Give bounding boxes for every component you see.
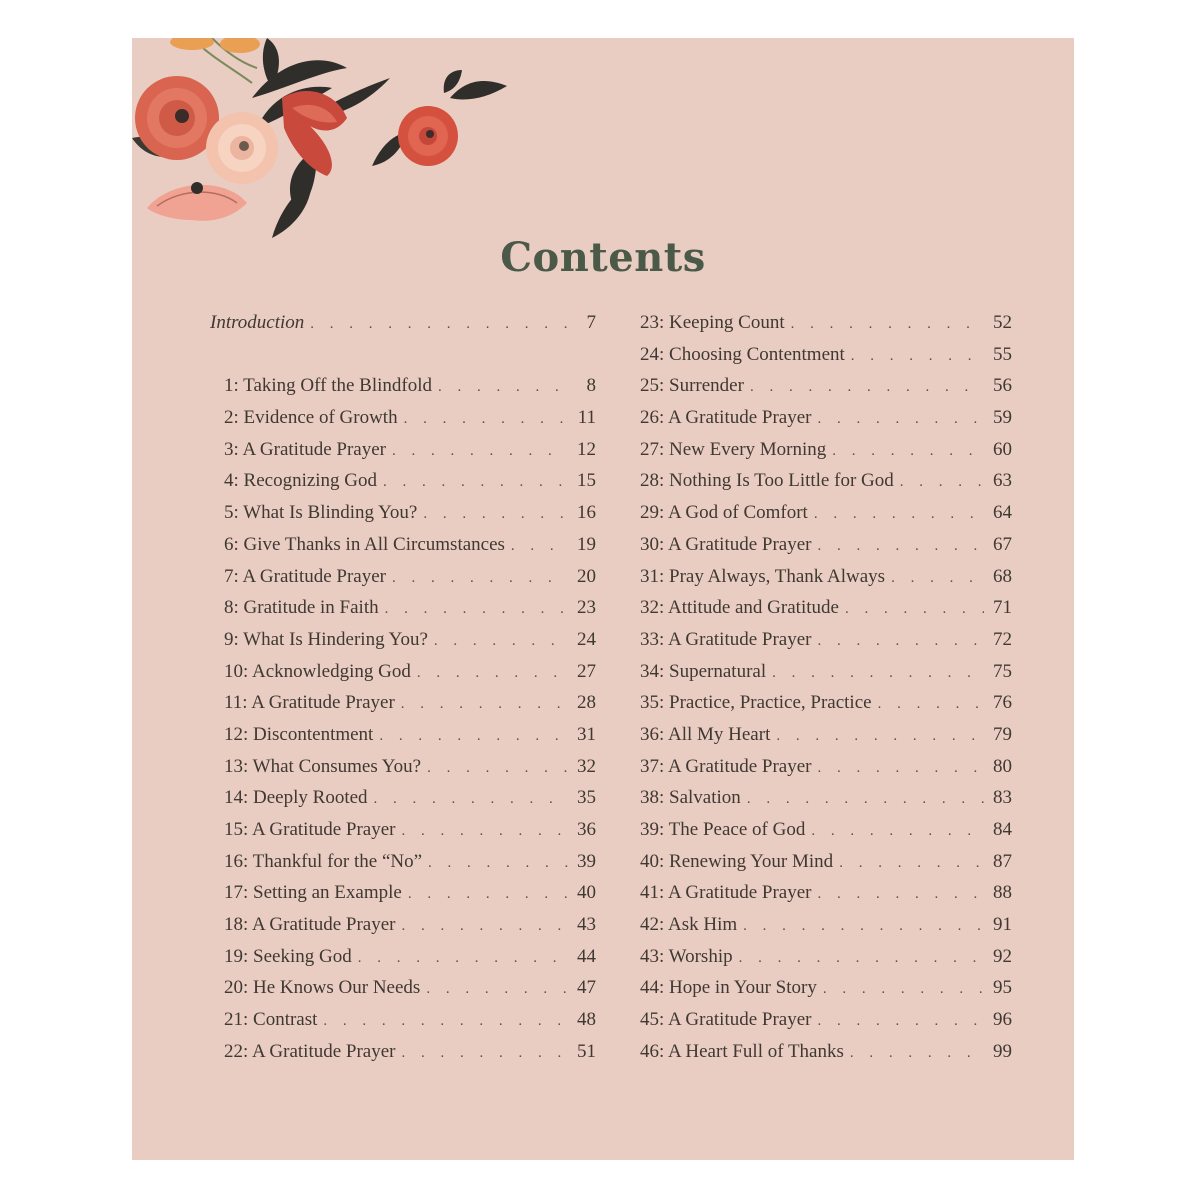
dot-leader <box>739 943 984 975</box>
toc-entry-page: 15 <box>577 470 596 492</box>
dot-leader <box>750 372 984 404</box>
dot-leader <box>814 499 984 531</box>
dot-leader <box>417 658 568 690</box>
contents-left-column <box>210 307 596 1068</box>
toc-entry[interactable] <box>224 782 596 814</box>
toc-entry[interactable] <box>224 465 596 497</box>
toc-entry-label: 43: Worship <box>640 945 733 967</box>
toc-entry-page: 12 <box>577 438 596 460</box>
dot-leader <box>811 816 984 848</box>
toc-entry-page: 80 <box>993 755 1012 777</box>
toc-entry[interactable] <box>640 402 1012 434</box>
toc-entry-page: 83 <box>993 787 1012 809</box>
toc-entry[interactable] <box>640 497 1012 529</box>
toc-entry[interactable] <box>640 656 1012 688</box>
toc-entry-page: 56 <box>993 375 1012 397</box>
toc-entry-label: 11: A Gratitude Prayer <box>224 692 395 714</box>
dot-leader <box>818 626 985 658</box>
dot-leader <box>743 911 984 943</box>
toc-entry[interactable] <box>640 592 1012 624</box>
toc-entry-label: 4: Recognizing God <box>224 470 378 492</box>
dot-leader <box>392 563 568 595</box>
toc-entry-page: 27 <box>577 660 596 682</box>
toc-entry-label: 36: All My Heart <box>640 723 771 745</box>
dot-leader <box>878 689 984 721</box>
toc-entry-page: 63 <box>993 470 1012 492</box>
toc-list-left <box>224 370 596 1067</box>
toc-entry-page: 51 <box>577 1040 596 1062</box>
toc-entry-page: 48 <box>577 1009 596 1031</box>
dot-leader <box>850 1038 984 1070</box>
dot-leader <box>832 436 984 468</box>
toc-entry-label: 25: Surrender <box>640 375 744 397</box>
dot-leader <box>374 784 568 816</box>
toc-entry-label: 14: Deeply Rooted <box>224 787 368 809</box>
contents-right-column <box>640 307 1012 1068</box>
toc-entry-label: 13: What Consumes You? <box>224 755 422 777</box>
toc-entry[interactable] <box>640 972 1012 1004</box>
toc-entry[interactable] <box>224 561 596 593</box>
toc-entry-label: 10: Acknowledging God <box>224 660 411 682</box>
toc-entry-page: 72 <box>993 628 1012 650</box>
toc-entry-page: 60 <box>993 438 1012 460</box>
dot-leader <box>408 879 568 911</box>
dot-leader <box>823 974 984 1006</box>
toc-entry[interactable] <box>640 434 1012 466</box>
toc-entry[interactable] <box>640 339 1012 371</box>
dot-leader <box>818 404 985 436</box>
toc-entry-page: 95 <box>993 977 1012 999</box>
toc-entry-label: 44: Hope in Your Story <box>640 977 817 999</box>
toc-entry-page: 8 <box>586 375 596 397</box>
toc-entry-label: 19: Seeking God <box>224 945 352 967</box>
dot-leader <box>402 1038 569 1070</box>
toc-entry-page: 99 <box>993 1040 1012 1062</box>
toc-entry[interactable] <box>224 751 596 783</box>
toc-entry[interactable] <box>640 909 1012 941</box>
page-title: Contents <box>500 234 706 281</box>
toc-entry[interactable] <box>640 814 1012 846</box>
toc-entry-page: 28 <box>577 692 596 714</box>
toc-entry[interactable] <box>224 529 596 561</box>
dot-leader <box>851 341 984 373</box>
toc-entry-page: 52 <box>993 312 1012 333</box>
toc-entry-label: 29: A God of Comfort <box>640 502 808 524</box>
toc-entry-label: 30: A Gratitude Prayer <box>640 533 812 555</box>
toc-entry-page: 71 <box>993 597 1012 619</box>
dot-leader <box>404 404 568 436</box>
toc-entry-page: 79 <box>993 723 1012 745</box>
toc-entry[interactable] <box>640 624 1012 656</box>
toc-entry-label: Introduction <box>210 312 305 333</box>
dot-leader <box>358 943 568 975</box>
toc-entry-label: 26: A Gratitude Prayer <box>640 407 812 429</box>
toc-entry-label: 27: New Every Morning <box>640 438 827 460</box>
toc-entry-label: 18: A Gratitude Prayer <box>224 914 396 936</box>
toc-entry-label: 34: Supernatural <box>640 660 767 682</box>
dot-leader <box>438 372 568 404</box>
toc-entry-page: 43 <box>577 914 596 936</box>
toc-entry-page: 23 <box>577 597 596 619</box>
dot-leader <box>891 563 984 595</box>
toc-entry-label: 7: A Gratitude Prayer <box>224 565 386 587</box>
toc-entry-label: 37: A Gratitude Prayer <box>640 755 812 777</box>
toc-entry-page: 19 <box>577 533 596 555</box>
toc-entry-page: 96 <box>993 1009 1012 1031</box>
toc-entry-label: 46: A Heart Full of Thanks <box>640 1040 844 1062</box>
toc-entry[interactable] <box>224 972 596 1004</box>
toc-entry-page: 84 <box>993 819 1012 840</box>
toc-entry-label: 31: Pray Always, Thank Always <box>640 565 886 587</box>
dot-leader <box>818 531 985 563</box>
dot-leader <box>818 879 985 911</box>
toc-entry-page: 24 <box>577 628 596 650</box>
toc-entry[interactable] <box>640 561 1012 593</box>
dot-leader <box>818 1006 985 1038</box>
toc-entry-page: 92 <box>993 945 1012 967</box>
book-page <box>132 38 1074 1160</box>
toc-entry-label: 35: Practice, Practice, Practice <box>640 692 872 714</box>
dot-leader <box>747 784 984 816</box>
toc-entry-label: 6: Give Thanks in All Circumstances <box>224 533 505 555</box>
toc-entry[interactable] <box>224 656 596 688</box>
toc-entry[interactable] <box>224 1004 596 1036</box>
floral-illustration <box>132 38 522 253</box>
toc-entry-page: 47 <box>577 977 596 999</box>
toc-entry[interactable] <box>224 370 596 402</box>
toc-entry[interactable] <box>224 909 596 941</box>
toc-entry[interactable] <box>224 434 596 466</box>
toc-entry-introduction[interactable] <box>210 307 596 339</box>
dot-leader <box>776 721 984 753</box>
toc-entry-label: 40: Renewing Your Mind <box>640 850 834 872</box>
toc-entry-label: 2: Evidence of Growth <box>224 407 398 429</box>
toc-entry-page: 68 <box>993 565 1012 587</box>
toc-entry-page: 40 <box>577 882 596 904</box>
toc-entry-label: 28: Nothing Is Too Little for God <box>640 470 894 492</box>
toc-entry-label: 8: Gratitude in Faith <box>224 597 379 619</box>
toc-entry[interactable] <box>640 877 1012 909</box>
toc-entry-label: 12: Discontentment <box>224 723 374 745</box>
toc-entry-page: 20 <box>577 565 596 587</box>
toc-entry-page: 39 <box>577 850 596 872</box>
toc-entry[interactable] <box>224 497 596 529</box>
toc-entry-label: 15: A Gratitude Prayer <box>224 819 396 840</box>
toc-entry-label: 45: A Gratitude Prayer <box>640 1009 812 1031</box>
toc-entry-label: 41: A Gratitude Prayer <box>640 882 812 904</box>
toc-entry-page: 67 <box>993 533 1012 555</box>
toc-entry[interactable] <box>640 941 1012 973</box>
toc-entry[interactable] <box>224 402 596 434</box>
toc-entry-label: 21: Contrast <box>224 1009 318 1031</box>
dot-leader <box>511 531 568 563</box>
toc-entry[interactable] <box>224 624 596 656</box>
toc-entry-page: 64 <box>993 502 1012 524</box>
toc-entry-page: 11 <box>577 407 596 429</box>
toc-entry-label: 3: A Gratitude Prayer <box>224 438 386 460</box>
toc-entry-label: 38: Salvation <box>640 787 741 809</box>
dot-leader <box>402 816 569 848</box>
toc-entry[interactable] <box>640 751 1012 783</box>
dot-leader <box>392 436 568 468</box>
toc-entry-page: 44 <box>577 945 596 967</box>
dot-leader <box>845 594 984 626</box>
dot-leader <box>791 309 984 341</box>
toc-entry[interactable] <box>224 687 596 719</box>
toc-entry-page: 36 <box>577 819 596 840</box>
toc-entry[interactable] <box>640 719 1012 751</box>
toc-entry[interactable] <box>224 846 596 878</box>
toc-entry-label: 23: Keeping Count <box>640 312 785 333</box>
toc-entry-label: 20: He Knows Our Needs <box>224 977 421 999</box>
dot-leader <box>818 753 985 785</box>
toc-entry-page: 87 <box>993 850 1012 872</box>
dot-leader <box>402 911 569 943</box>
dot-leader <box>428 848 568 880</box>
toc-entry-page: 91 <box>993 914 1012 936</box>
toc-entry-page: 75 <box>993 660 1012 682</box>
toc-entry-label: 32: Attitude and Gratitude <box>640 597 839 619</box>
toc-entry[interactable] <box>640 529 1012 561</box>
toc-entry[interactable] <box>640 1004 1012 1036</box>
toc-entry-label: 42: Ask Him <box>640 914 738 936</box>
dot-leader <box>426 974 568 1006</box>
toc-entry-label: 5: What Is Blinding You? <box>224 502 418 524</box>
toc-entry[interactable] <box>640 1036 1012 1068</box>
toc-entry-label: 1: Taking Off the Blindfold <box>224 375 433 397</box>
toc-entry-page: 35 <box>577 787 596 809</box>
dot-leader <box>379 721 568 753</box>
toc-entry-label: 16: Thankful for the “No” <box>224 850 423 872</box>
toc-entry[interactable] <box>640 370 1012 402</box>
dot-leader <box>427 753 568 785</box>
toc-entry-page: 31 <box>577 723 596 745</box>
toc-entry[interactable] <box>224 719 596 751</box>
dot-leader <box>772 658 984 690</box>
toc-entry-label: 17: Setting an Example <box>224 882 402 904</box>
toc-entry[interactable] <box>224 941 596 973</box>
toc-entry-page: 88 <box>993 882 1012 904</box>
dot-leader <box>310 309 568 341</box>
dot-leader <box>434 626 568 658</box>
toc-entry-label: 39: The Peace of God <box>640 819 806 840</box>
toc-entry[interactable] <box>224 1036 596 1068</box>
dot-leader <box>383 467 568 499</box>
dot-leader <box>839 848 984 880</box>
toc-entry-label: 24: Choosing Contentment <box>640 343 845 365</box>
dot-leader <box>401 689 568 721</box>
toc-entry[interactable] <box>640 307 1012 339</box>
toc-entry-page: 7 <box>586 312 596 333</box>
toc-entry[interactable] <box>224 877 596 909</box>
toc-entry-page: 59 <box>993 407 1012 429</box>
toc-entry[interactable] <box>640 687 1012 719</box>
toc-entry-label: 33: A Gratitude Prayer <box>640 628 812 650</box>
dot-leader <box>900 467 984 499</box>
toc-entry[interactable] <box>640 782 1012 814</box>
toc-entry[interactable] <box>224 592 596 624</box>
toc-entry-label: 22: A Gratitude Prayer <box>224 1040 396 1062</box>
dot-leader <box>323 1006 568 1038</box>
dot-leader <box>423 499 568 531</box>
toc-entry[interactable] <box>640 465 1012 497</box>
toc-entry-page: 55 <box>993 343 1012 365</box>
toc-list-right <box>640 307 1012 1068</box>
toc-entry-label: 9: What Is Hindering You? <box>224 628 428 650</box>
toc-entry[interactable] <box>640 846 1012 878</box>
toc-entry[interactable] <box>224 814 596 846</box>
toc-entry-page: 76 <box>993 692 1012 714</box>
toc-entry-page: 32 <box>577 755 596 777</box>
dot-leader <box>385 594 568 626</box>
toc-entry-page: 16 <box>577 502 596 524</box>
